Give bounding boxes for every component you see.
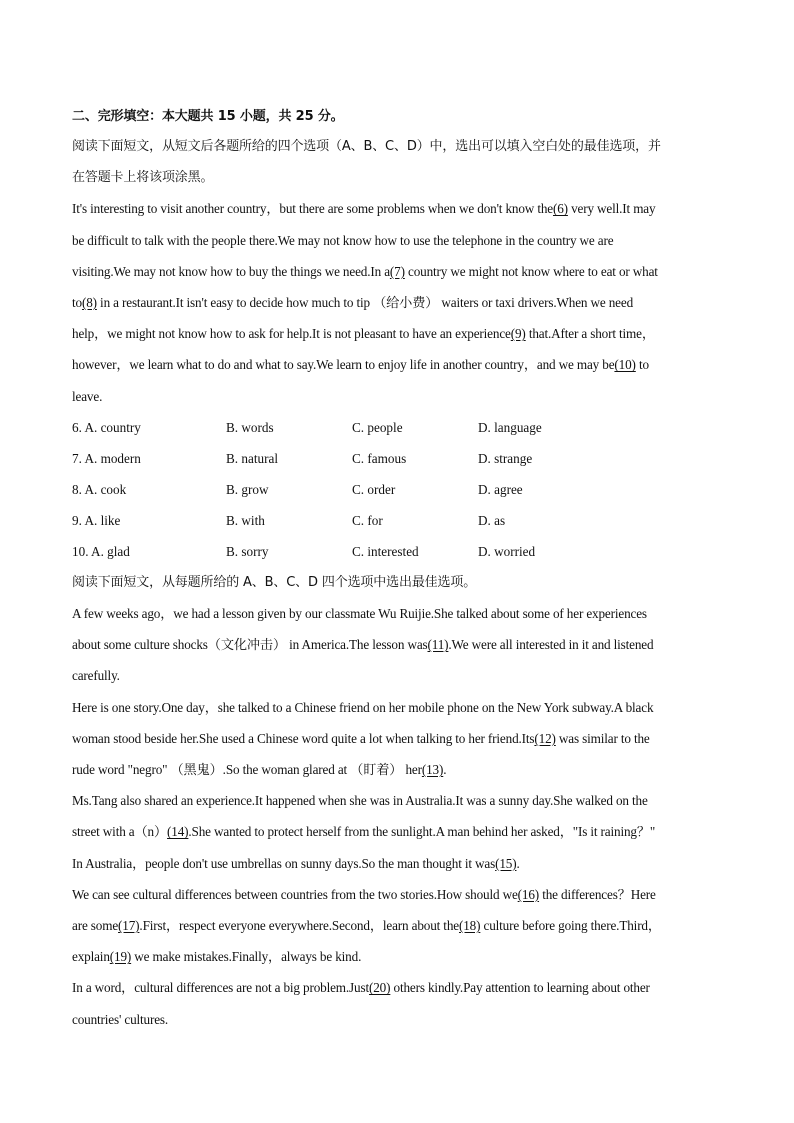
option-d: D. language [478, 419, 542, 435]
text-span: rude word "negro" （黑鬼）.So the woman glared at （盯着） her [72, 762, 422, 778]
passage-line: Ms.Tang also shared an experience.It happened when she was in Australia.It was a sunny day.She walked on the [72, 793, 648, 809]
option-a: 10. A. glad [72, 543, 130, 559]
passage-line [72, 629, 722, 660]
text-span: culture before going there.Third， [480, 918, 661, 934]
text-span: very well.It may [567, 201, 656, 217]
blank-7: (7) [389, 263, 405, 279]
text-span: .We were all interested in it and listened [448, 637, 654, 653]
blank-11: (11) [427, 637, 449, 653]
passage-line [72, 318, 722, 349]
blank-9: (9) [510, 326, 526, 342]
blank-17: (17) [118, 918, 140, 934]
text-span: are some [72, 918, 119, 934]
option-c: C. interested [352, 543, 419, 559]
option-c: C. order [352, 481, 396, 497]
passage-line: be difficult to talk with the people there.We may not know how to use the telephone in the country we are [72, 232, 614, 248]
passage-line [72, 816, 722, 847]
blank-20: (20) [368, 980, 391, 996]
option-b: B. words [226, 419, 274, 435]
text-span: that.After a short time， [525, 326, 655, 342]
option-c: C. for [352, 512, 383, 528]
passage-line [72, 941, 722, 972]
text-span: In Australia，people don't use umbrellas on sunny days.So the man thought it was [72, 855, 496, 871]
text-span: street with a（n） [72, 824, 168, 840]
text-span: however，we learn what to do and what to say.We learn to enjoy life in another country，and we may be [72, 357, 615, 373]
blank-15: (15) [495, 855, 517, 871]
text-span: country we might not know where to eat or what [404, 263, 658, 279]
blank-12: (12) [534, 730, 556, 746]
text-span: It's interesting to visit another country，but there are some problems when we don't know the [72, 201, 553, 217]
text-span: In a word，cultural differences are not a big problem.Just [72, 980, 369, 996]
option-b: B. natural [226, 450, 279, 466]
option-row-8 [72, 474, 722, 505]
text-span: visiting.We may not know how to buy the things we need.In a [72, 263, 390, 279]
text-span: We can see cultural differences between countries from the two stories.How should we [72, 886, 518, 902]
option-b: B. with [226, 512, 265, 528]
option-a: 9. A. like [72, 512, 121, 528]
option-row-10 [72, 536, 722, 567]
blank-19: (19) [109, 949, 132, 965]
instruction-2: 阅读下面短文，从每题所给的 A、B、C、D 四个选项中选出最佳选项。 [72, 574, 477, 590]
passage-line [72, 910, 722, 941]
passage-line [72, 972, 722, 1003]
options-list [72, 412, 722, 567]
option-row-9 [72, 505, 722, 536]
text-span: woman stood beside her.She used a Chinese word quite a lot when talking to her friend.Its [72, 730, 535, 746]
passage-line [72, 879, 722, 910]
blank-14: (14) [167, 824, 189, 840]
option-d: D. worried [478, 543, 536, 559]
text-span: to [635, 357, 649, 373]
blank-10: (10) [614, 357, 636, 373]
option-row-6 [72, 412, 722, 443]
blank-13: (13) [421, 762, 444, 778]
instruction-line-2: 在答题卡上将该项涂黑。 [72, 170, 214, 186]
section-heading: 二、完形填空：本大题共 15 小题，共 25 分。 [72, 109, 344, 124]
text-span: .First，respect everyone everywhere.Second，learn about the [139, 918, 459, 934]
passage-1 [72, 193, 722, 411]
passage-line: carefully. [72, 668, 120, 684]
passage-line [72, 349, 722, 380]
text-span: was similar to the [555, 730, 650, 746]
passage-line: A few weeks ago，we had a lesson given by our classmate Wu Ruijie.She talked about some of her experiences [72, 606, 647, 622]
passage-line: leave. [72, 388, 103, 404]
text-span: . [516, 855, 520, 871]
passage-line: countries' cultures. [72, 1011, 169, 1027]
passage-line [72, 287, 722, 318]
text-span: others kindly.Pay attention to learning about other [390, 980, 650, 996]
passage-line [72, 723, 722, 754]
text-span: to [72, 295, 82, 311]
text-span: . [443, 762, 447, 778]
passage-line [72, 256, 722, 287]
option-a: 8. A. cook [72, 481, 127, 497]
passage-line: Here is one story.One day，she talked to a Chinese friend on her mobile phone on the New York subway.A black [72, 699, 654, 715]
option-a: 7. A. modern [72, 450, 141, 466]
text-span: explain [72, 949, 110, 965]
text-span: .She wanted to protect herself from the sunlight.A man behind her asked，"Is it raining？" [188, 824, 656, 840]
blank-16: (16) [517, 886, 540, 902]
option-c: C. famous [352, 450, 407, 466]
text-span: in a restaurant.It isn't easy to decide how much to tip （给小费） waiters or taxi drivers.When we need [96, 295, 634, 311]
passage-2 [72, 598, 722, 1035]
text-span: about some culture shocks（文化冲击） in America.The lesson was [72, 637, 428, 653]
text-span: we make mistakes.Finally，always be kind. [131, 949, 362, 965]
option-d: D. agree [478, 481, 523, 497]
passage-line [72, 193, 722, 224]
text-span: the differences？Here [539, 886, 656, 902]
option-row-7 [72, 443, 722, 474]
blank-18: (18) [458, 918, 481, 934]
text-span: help，we might not know how to ask for help.It is not pleasant to have an experience [72, 326, 511, 342]
option-c: C. people [352, 419, 403, 435]
option-b: B. sorry [226, 543, 269, 559]
option-d: D. as [478, 512, 506, 528]
passage-line [72, 848, 722, 879]
blank-8: (8) [81, 295, 97, 311]
instruction-line-1: 阅读下面短文，从短文后各题所给的四个选项（A、B、C、D）中，选出可以填入空白处的最佳选项，并 [72, 139, 661, 154]
option-a: 6. A. country [72, 419, 141, 435]
blank-6: (6) [552, 201, 568, 217]
option-d: D. strange [478, 450, 533, 466]
passage-line [72, 754, 722, 785]
option-b: B. grow [226, 481, 269, 497]
